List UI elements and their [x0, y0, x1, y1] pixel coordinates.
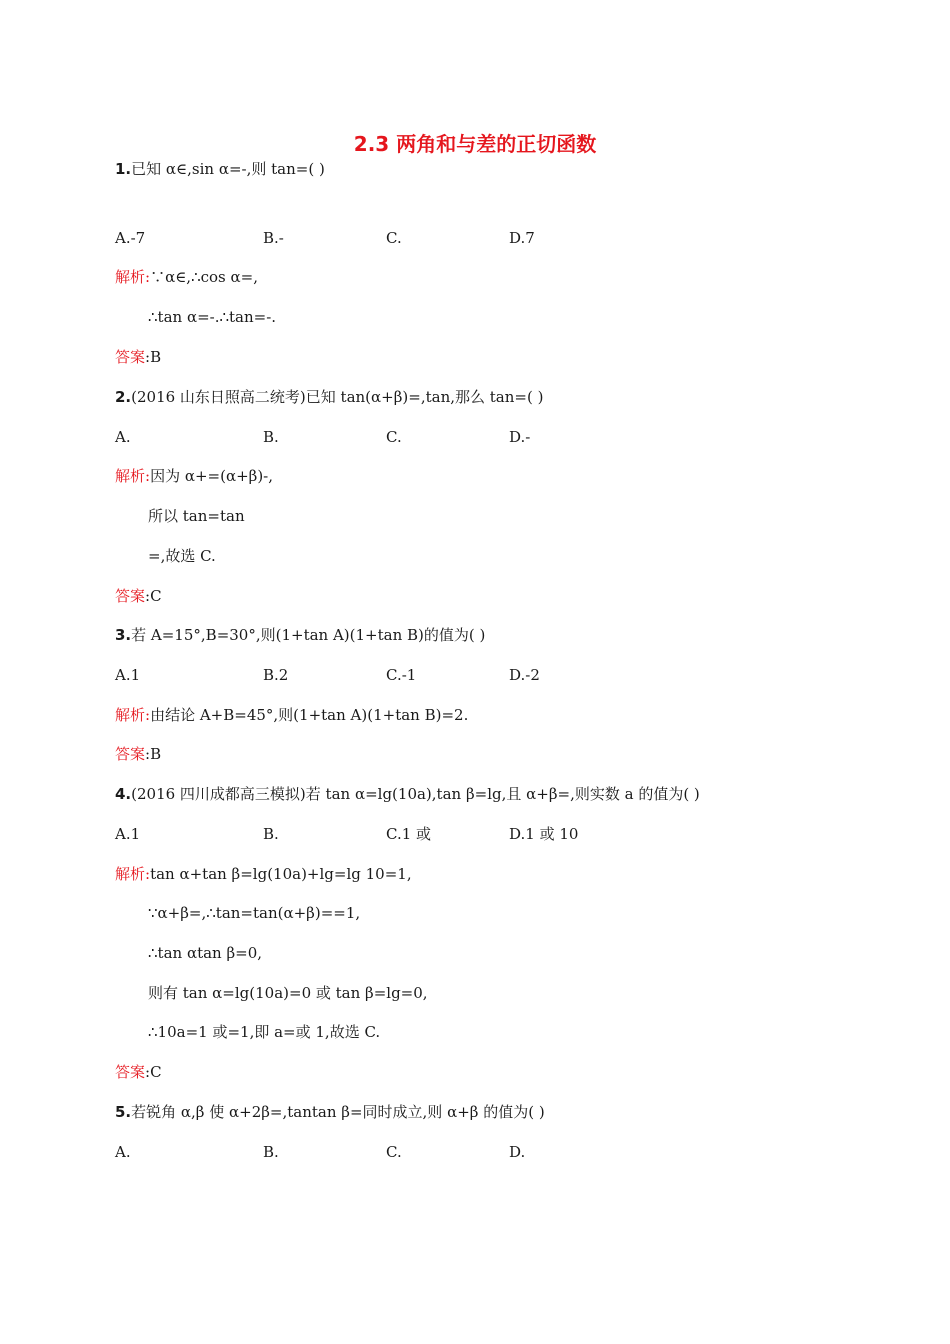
option-b: B.- [263, 229, 284, 247]
question-2 [115, 386, 543, 408]
answer-line [115, 585, 162, 607]
answer-line [115, 743, 161, 765]
option-b: B. [263, 825, 279, 843]
question-number: 2. [115, 388, 132, 406]
solution-label: 解析: [115, 706, 151, 724]
solution-line: 所以 tan=tan [148, 507, 245, 525]
solution-line: ∴tan α=-.∴tan=-. [148, 308, 277, 326]
option-b: B. [263, 1143, 279, 1161]
option-a: A. [115, 428, 131, 446]
option-a: A.-7 [115, 229, 146, 247]
answer-label: 答案 [115, 587, 146, 605]
answer-value: :B [145, 745, 162, 763]
solution-text: tan α+tan β=lg(10a)+lg=lg 10=1, [150, 865, 412, 883]
option-c: C. [386, 229, 402, 247]
option-a: A.1 [115, 825, 141, 843]
option-b: B. [263, 428, 279, 446]
solution-line: ∵α+β=,∴tan=tan(α+β)==1, [148, 904, 361, 922]
option-c: C. [386, 428, 402, 446]
answer-value: :C [145, 587, 162, 605]
option-b: B.2 [263, 666, 289, 684]
question-number: 3. [115, 626, 132, 644]
answer-line [115, 346, 161, 368]
option-a: A.1 [115, 666, 141, 684]
option-d: D. [509, 1143, 526, 1161]
option-d: D.-2 [509, 666, 540, 684]
option-c: C.-1 [386, 666, 417, 684]
answer-value: :B [145, 348, 162, 366]
solution-line [115, 863, 412, 885]
solution-line: ∴10a=1 或=1,即 a=或 1,故选 C. [148, 1023, 381, 1041]
question-number: 5. [115, 1103, 132, 1121]
option-d: D.1 或 10 [509, 825, 579, 843]
answer-line [115, 1061, 162, 1083]
solution-label: 解析: [115, 268, 151, 286]
answer-label: 答案 [115, 1063, 146, 1081]
question-stem: (2016 四川成都高三模拟)若 tan α=lg(10a),tan β=lg,且 α+β=,则实数 a 的值为( ) [131, 785, 700, 803]
solution-label: 解析: [115, 865, 151, 883]
question-stem: 已知 α∈,sin α=-,则 tan=( ) [131, 160, 325, 178]
solution-line [115, 465, 273, 487]
option-d: D.- [509, 428, 531, 446]
answer-label: 答案 [115, 745, 146, 763]
solution-line: 则有 tan α=lg(10a)=0 或 tan β=lg=0, [148, 984, 428, 1002]
question-5 [115, 1101, 545, 1123]
solution-line [115, 704, 468, 726]
question-stem: 若锐角 α,β 使 α+2β=,tantan β=同时成立,则 α+β 的值为( ) [131, 1103, 545, 1121]
question-1 [115, 158, 325, 180]
solution-label: 解析: [115, 467, 151, 485]
question-3 [115, 624, 485, 646]
solution-text: 由结论 A+B=45°,则(1+tan A)(1+tan B)=2. [150, 706, 469, 724]
answer-label: 答案 [115, 348, 146, 366]
solution-text: ∵α∈,∴cos α=, [150, 268, 258, 286]
question-number: 4. [115, 785, 132, 803]
question-stem: 若 A=15°,B=30°,则(1+tan A)(1+tan B)的值为( ) [131, 626, 486, 644]
option-d: D.7 [509, 229, 535, 247]
solution-line: ∴tan αtan β=0, [148, 944, 263, 962]
page-title: 2.3 两角和与差的正切函数 [353, 132, 597, 156]
option-a: A. [115, 1143, 131, 1161]
answer-value: :C [145, 1063, 162, 1081]
question-stem: (2016 山东日照高二统考)已知 tan(α+β)=,tan,那么 tan=( ) [131, 388, 544, 406]
solution-line [115, 266, 258, 288]
option-c: C. [386, 1143, 402, 1161]
question-number: 1. [115, 160, 132, 178]
solution-line: =,故选 C. [148, 547, 216, 565]
option-c: C.1 或 [386, 825, 432, 843]
solution-text: 因为 α+=(α+β)-, [150, 467, 274, 485]
question-4 [115, 783, 700, 805]
